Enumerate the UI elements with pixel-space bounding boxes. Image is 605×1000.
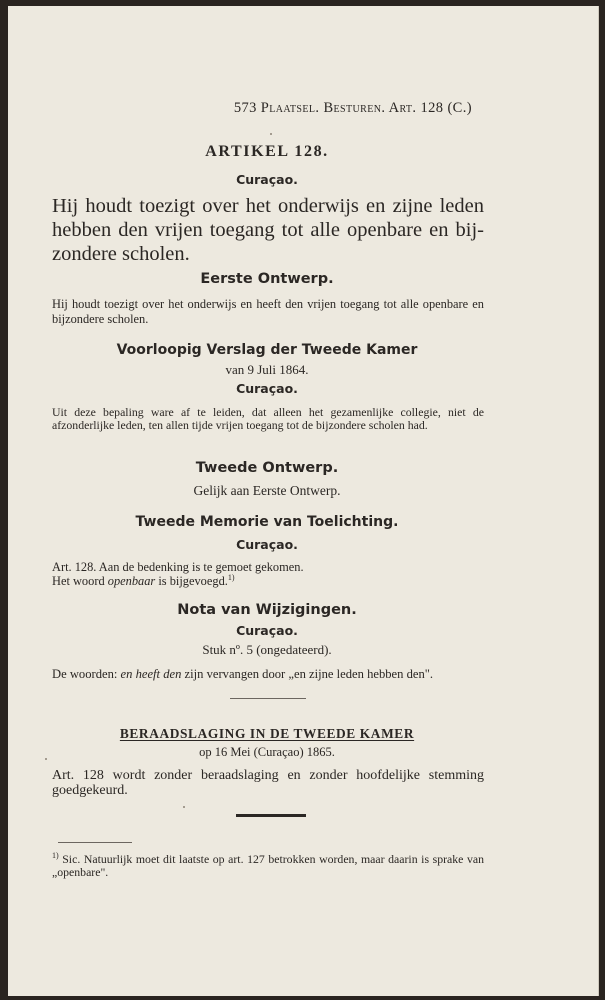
paper-speck [45,758,47,760]
footnote-rule [58,842,132,843]
running-head: 573 Plaatsel. Besturen. Art. 128 (C.) [233,100,472,116]
nota-stuk: Stuk nº. 5 (ongedateerd). [202,642,332,657]
footnote-text: Sic. Natuurlijk moet dit laatste op art. 127 betrokken worden, maar daarin is sprake van „openbare". [52,852,484,879]
memorie-text [52,560,484,588]
beraadslaging-date: op 16 Mei (Curaçao) 1865. [199,745,335,759]
end-rule [236,814,306,817]
nota-heading: Nota van Wijzigingen. [177,602,357,618]
nota-region: Curaçao. [236,623,298,638]
tweede-ontwerp-text: Gelijk aan Eerste Ontwerp. [193,483,341,498]
memorie-line-2-italic: openbaar [107,574,156,588]
memorie-line-1: Art. 128. Aan de bedenking is te gemoet gekomen. [52,560,304,574]
section-divider [230,698,306,699]
article-region: Curaçao. [236,172,298,187]
document-page [8,6,599,996]
eerste-ontwerp-text: Hij houdt toezigt over het onderwijs en heeft den vrijen toegang tot alle openbare en bijzondere scholen. [52,297,484,326]
article-text: Hij houdt toezigt over het onderwijs en zijne leden hebben den vrijen toegang tot alle openbare en bij-zondere scholen. [52,195,484,265]
article-title: ARTIKEL 128. [205,143,329,160]
verslag-heading: Voorloopig Verslag der Tweede Kamer [116,342,418,358]
nota-text [52,667,484,682]
memorie-line-2-pre: Het woord [52,574,108,588]
verslag-region: Curaçao. [236,381,298,396]
footnote-reference: 1) [227,572,235,582]
beraadslaging-heading: BERAADSLAGING IN DE TWEEDE KAMER [119,726,415,741]
verslag-date: van 9 Juli 1864. [225,362,309,377]
footnote [52,853,484,879]
memorie-region: Curaçao. [236,537,298,552]
paper-speck [183,806,185,808]
paper-speck [270,133,272,135]
memorie-line-2-post: is bijgevoegd. [155,574,228,588]
nota-text-italic: en heeft den [120,667,182,681]
nota-text-post: zijn vervangen door „en zijne leden hebben den". [181,667,434,681]
memorie-heading: Tweede Memorie van Toelichting. [135,514,399,530]
eerste-ontwerp-heading: Eerste Ontwerp. [200,271,334,287]
tweede-ontwerp-heading: Tweede Ontwerp. [195,460,339,476]
nota-text-pre: De woorden: [52,667,121,681]
beraadslaging-text: Art. 128 wordt zonder beraadslaging en zonder hoofdelijke stemming goedgekeurd. [52,768,484,798]
footnote-marker: 1) [52,851,59,861]
verslag-text: Uit deze bepaling ware af te leiden, dat alleen het gezamenlijke collegie, niet de afzonderlijke leden, ten allen tijde vrijen toegang tot de bijzondere scholen had. [52,405,484,432]
